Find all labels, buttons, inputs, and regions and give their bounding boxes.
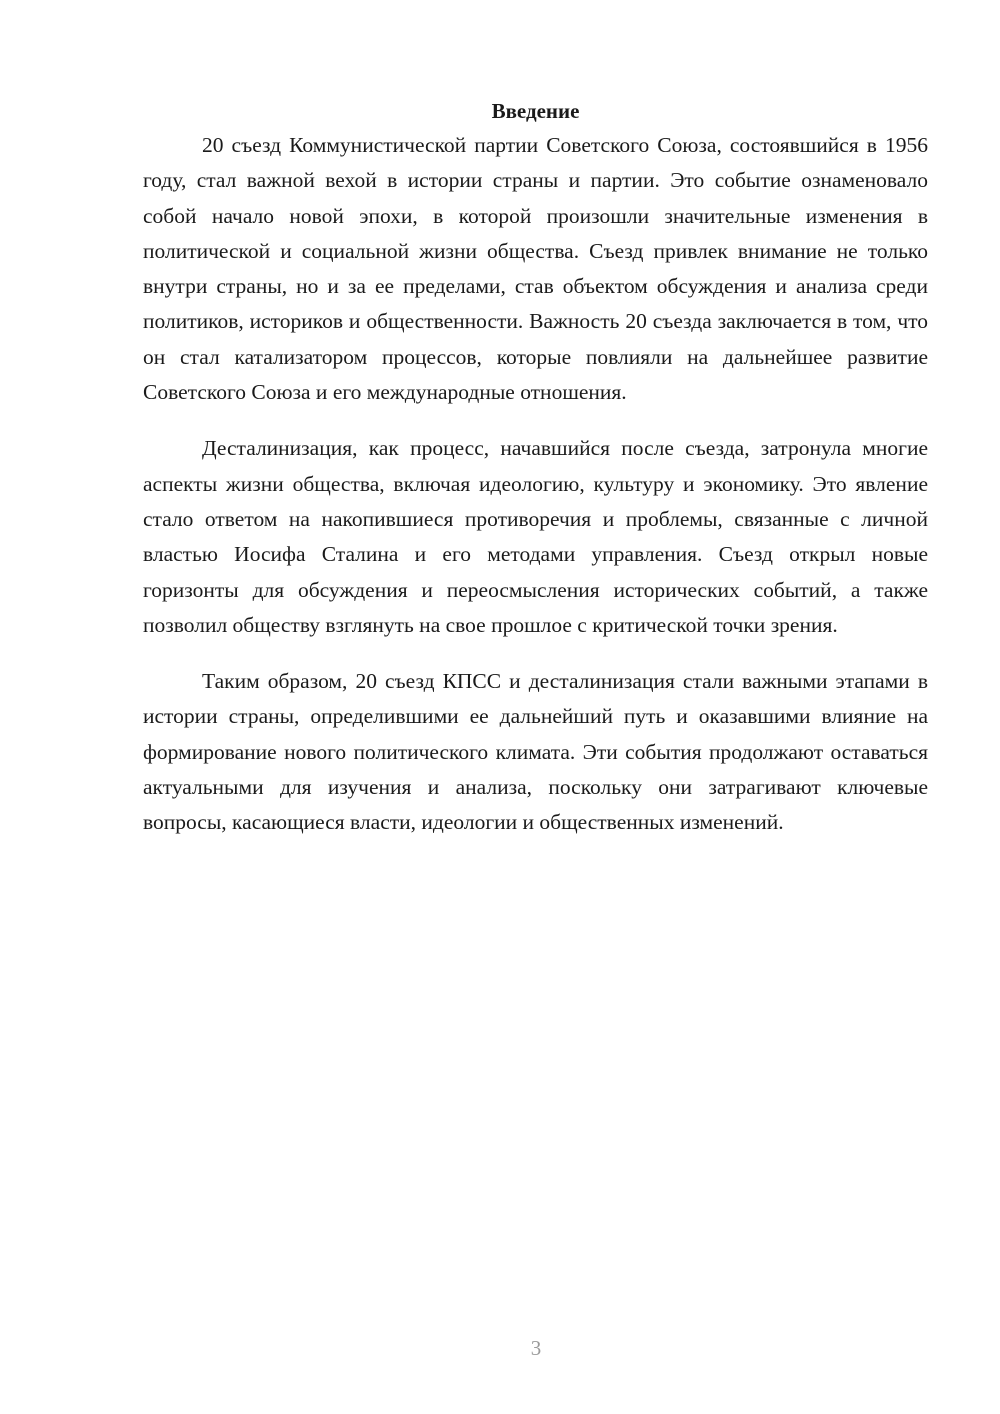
page-number: 3 <box>530 1336 542 1360</box>
document-body <box>143 94 928 862</box>
paragraph-1: 20 съезд Коммунистической партии Советского Союза, состоявшийся в 1956 году, стал важной вехой в истории страны и партии. Это событие ознаменовало собой начало новой эпохи, в которой произошли значительные изменения в политической и социальной жизни общества. Съезд привлек внимание не только внутри страны, но и за ее пределами, став объектом обсуждения и анализа среди политиков, историков и общественности. Важность 20 съезда заключается в том, что он стал катализатором процессов, которые повлияли на дальнейшее развитие Советского Союза и его международные отношения. <box>143 133 928 405</box>
paragraph-2: Десталинизация, как процесс, начавшийся после съезда, затронула многие аспекты жизни общества, включая идеологию, культуру и экономику. Это явление стало ответом на накопившиеся противоречия и проблемы, связанные с личной властью Иосифа Сталина и его методами управления. Съезд открыл новые горизонты для обсуждения и переосмысления исторических событий, а также позволил обществу взглянуть на свое прошлое с критической точки зрения. <box>143 436 928 637</box>
paragraph-3: Таким образом, 20 съезд КПСС и десталинизация стали важными этапами в истории страны, определившими ее дальнейший путь и оказавшими влияние на формирование нового политического климата. Эти события продолжают оставаться актуальными для изучения и анализа, поскольку они затрагивают ключевые вопросы, касающиеся власти, идеологии и общественных изменений. <box>143 669 928 835</box>
section-title: Введение <box>491 99 580 123</box>
